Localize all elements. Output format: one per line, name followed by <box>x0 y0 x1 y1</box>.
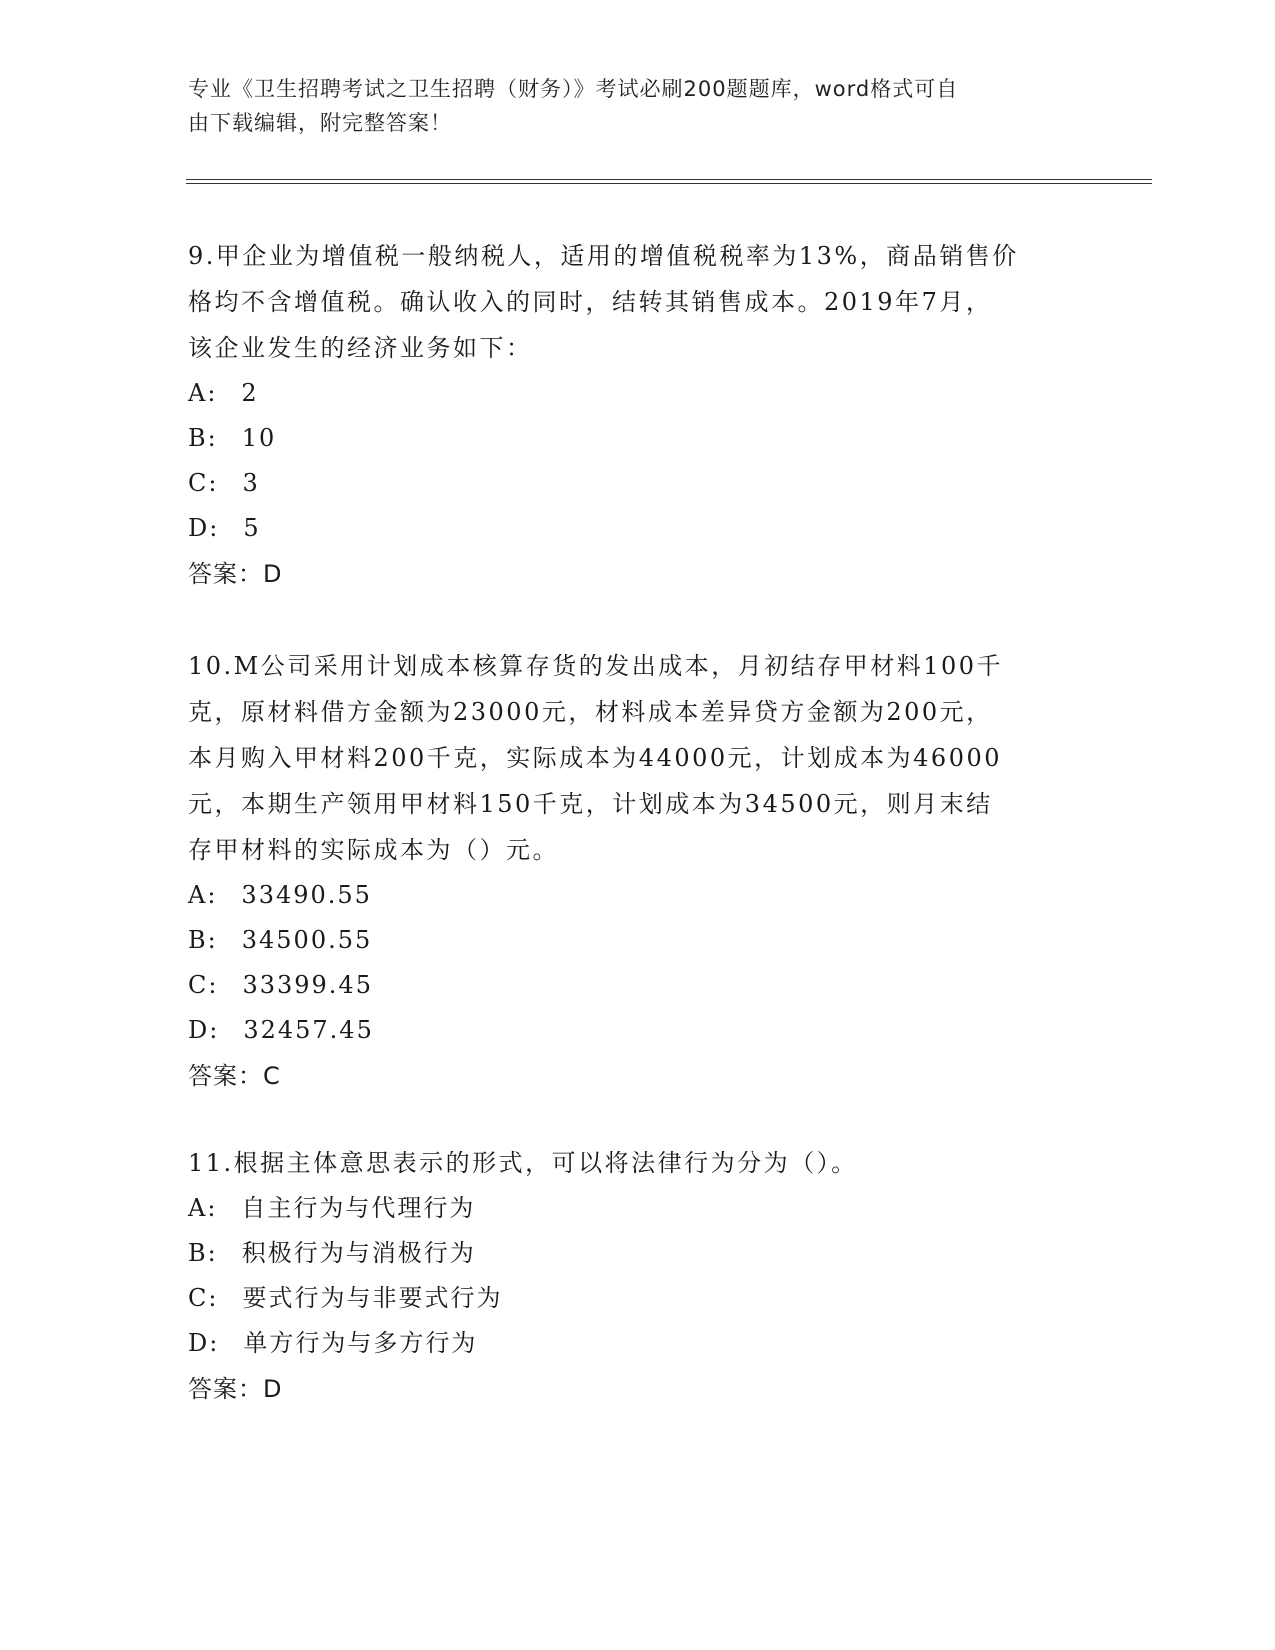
option-letter: B: <box>188 926 218 954</box>
question-10 <box>188 643 1088 1099</box>
question-stem-line: 9.甲企业为增值税一般纳税人，适用的增值税税率为13%，商品销售价 <box>188 242 1019 270</box>
option-letter: B: <box>188 424 218 452</box>
option-letter: A: <box>188 1194 218 1222</box>
option-text: 33399.45 <box>242 971 373 999</box>
option-text: 3 <box>242 469 260 497</box>
answer-line: 答案：D <box>188 560 283 588</box>
option-letter: B: <box>188 1239 218 1267</box>
option-letter: C: <box>188 469 219 497</box>
option-b <box>188 416 1088 461</box>
option-text: 积极行为与消极行为 <box>241 1239 476 1267</box>
option-b <box>188 1231 1088 1276</box>
answer-line: 答案：D <box>188 1375 283 1403</box>
header-line-2: 由下载编辑，附完整答案！ <box>188 111 452 135</box>
option-b <box>188 918 1088 963</box>
question-stem-line: 11.根据主体意思表示的形式，可以将法律行为分为（）。 <box>188 1149 858 1177</box>
question-stem-line: 元，本期生产领用甲材料150千克，计划成本为34500元，则月末结 <box>188 790 993 818</box>
question-stem-line: 10.M公司采用计划成本核算存货的发出成本，月初结存甲材料100千 <box>188 652 1004 680</box>
option-letter: A: <box>188 881 218 909</box>
option-a <box>188 873 1088 918</box>
option-text: 10 <box>241 424 277 452</box>
option-text: 32457.45 <box>243 1016 374 1044</box>
question-11 <box>188 1140 1088 1412</box>
header-divider-top <box>186 179 1152 180</box>
question-stem-line: 存甲材料的实际成本为（）元。 <box>188 836 559 864</box>
option-d <box>188 1008 1088 1053</box>
question-stem-line: 格均不含增值税。确认收入的同时，结转其销售成本。2019年7月， <box>188 288 993 316</box>
option-text: 33490.55 <box>241 881 372 909</box>
option-text: 34500.55 <box>241 926 373 954</box>
question-stem-line: 本月购入甲材料200千克，实际成本为44000元，计划成本为46000 <box>188 744 1003 772</box>
question-stem-line: 该企业发生的经济业务如下： <box>188 334 533 362</box>
option-a <box>188 371 1088 416</box>
option-text: 自主行为与代理行为 <box>241 1194 476 1222</box>
option-c <box>188 963 1088 1008</box>
option-letter: D: <box>188 1016 220 1044</box>
option-c <box>188 461 1088 506</box>
document-header <box>188 72 1068 140</box>
option-a <box>188 1186 1088 1231</box>
question-9 <box>188 233 1088 597</box>
option-text: 单方行为与多方行为 <box>243 1329 478 1357</box>
option-text: 5 <box>243 514 261 542</box>
answer-line: 答案：C <box>188 1062 281 1090</box>
question-stem-line: 克，原材料借方金额为23000元，材料成本差异贷方金额为200元， <box>188 698 993 726</box>
option-d <box>188 506 1088 551</box>
option-letter: D: <box>188 514 220 542</box>
option-text: 2 <box>241 379 259 407</box>
option-letter: C: <box>188 971 219 999</box>
option-text: 要式行为与非要式行为 <box>242 1284 503 1312</box>
option-letter: C: <box>188 1284 219 1312</box>
option-letter: D: <box>188 1329 220 1357</box>
option-letter: A: <box>188 379 218 407</box>
option-d <box>188 1321 1088 1366</box>
header-line-1: 专业《卫生招聘考试之卫生招聘（财务）》考试必刷200题题库，word格式可自 <box>188 77 959 101</box>
option-c <box>188 1276 1088 1321</box>
header-divider-bottom <box>186 183 1152 184</box>
